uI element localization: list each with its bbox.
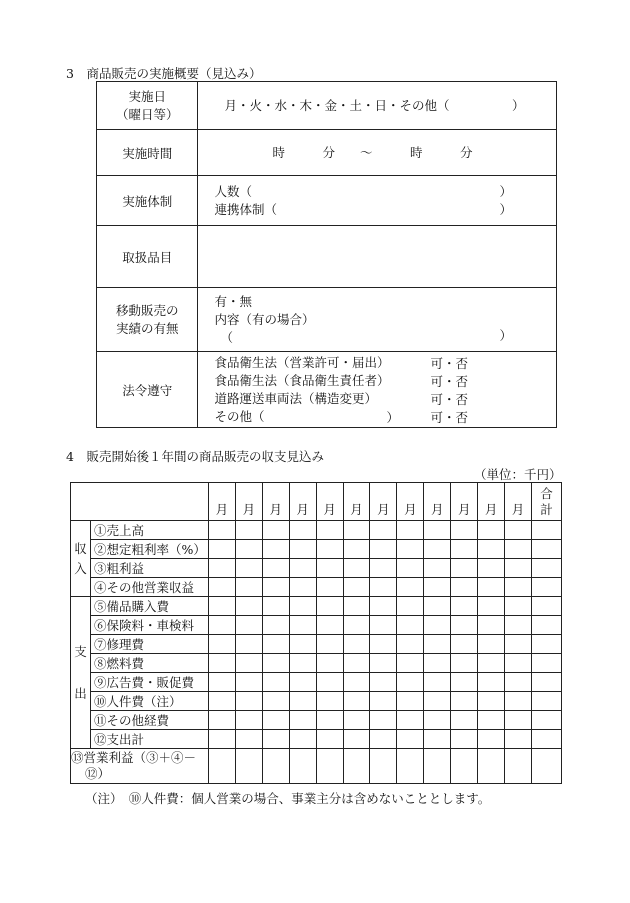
month-cell[interactable] — [289, 730, 316, 749]
month-cell[interactable] — [289, 540, 316, 559]
month-cell[interactable] — [424, 616, 451, 635]
month-cell[interactable] — [451, 730, 478, 749]
month-cell[interactable] — [397, 597, 424, 616]
overview-table — [96, 81, 557, 428]
month-cell[interactable] — [316, 578, 343, 597]
month-cell[interactable] — [505, 559, 532, 578]
value-date: 月・火・水・木・金・土・日・その他（ ） — [198, 82, 557, 130]
month-cell[interactable] — [370, 749, 397, 784]
month-cell[interactable] — [451, 711, 478, 730]
month-cell[interactable] — [316, 559, 343, 578]
month-header: 月 — [478, 483, 505, 521]
row-label: ⑧燃料費 — [90, 654, 208, 673]
month-cell[interactable] — [451, 654, 478, 673]
month-cell[interactable] — [262, 654, 289, 673]
value-law: 食品衛生法（営業許可・届出） 食品衛生法（食品衛生責任者） 道路運送車両法（構造変更） その他（ ） 可・否 可・否 可・否 可・否 — [198, 352, 557, 428]
month-cell[interactable] — [505, 597, 532, 616]
month-cell[interactable] — [289, 578, 316, 597]
month-cell[interactable] — [343, 616, 370, 635]
total-cell[interactable] — [532, 749, 562, 784]
month-header: 月 — [235, 483, 262, 521]
month-cell[interactable] — [478, 540, 505, 559]
row-label: ⑦修理費 — [90, 635, 208, 654]
law-option-2: 可・否 — [430, 374, 468, 389]
total-header: 合 計 — [532, 483, 562, 521]
month-cell[interactable] — [316, 673, 343, 692]
month-cell[interactable] — [397, 521, 424, 540]
month-cell[interactable] — [235, 730, 262, 749]
table-row — [71, 578, 562, 597]
total-cell[interactable] — [532, 711, 562, 730]
section3-heading: 3 商品販売の実施概要（見込み） — [66, 66, 262, 81]
month-cell[interactable] — [208, 749, 235, 784]
month-cell[interactable] — [451, 749, 478, 784]
month-cell[interactable] — [235, 673, 262, 692]
month-cell[interactable] — [289, 635, 316, 654]
month-cell[interactable] — [343, 692, 370, 711]
month-cell[interactable] — [397, 692, 424, 711]
month-cell[interactable] — [316, 616, 343, 635]
month-cell[interactable] — [451, 540, 478, 559]
table-row — [71, 711, 562, 730]
month-cell[interactable] — [424, 654, 451, 673]
month-cell[interactable] — [208, 673, 235, 692]
total-cell[interactable] — [532, 654, 562, 673]
month-cell[interactable] — [397, 578, 424, 597]
month-cell[interactable] — [235, 654, 262, 673]
month-cell[interactable] — [424, 559, 451, 578]
row-label: ⑪その他経費 — [90, 711, 208, 730]
month-cell[interactable] — [316, 635, 343, 654]
month-cell[interactable] — [316, 540, 343, 559]
total-cell[interactable] — [532, 540, 562, 559]
month-cell[interactable] — [343, 711, 370, 730]
month-cell[interactable] — [478, 616, 505, 635]
month-cell[interactable] — [370, 559, 397, 578]
month-cell[interactable] — [235, 616, 262, 635]
table-row — [71, 673, 562, 692]
month-cell[interactable] — [424, 673, 451, 692]
header-row — [71, 483, 562, 521]
profit-row — [71, 749, 562, 784]
month-cell[interactable] — [424, 578, 451, 597]
month-header: 月 — [208, 483, 235, 521]
total-cell[interactable] — [532, 521, 562, 540]
law-option-1: 可・否 — [430, 356, 468, 371]
close-paren: ） — [386, 410, 399, 425]
month-cell[interactable] — [505, 578, 532, 597]
month-header: 月 — [505, 483, 532, 521]
month-cell[interactable] — [343, 540, 370, 559]
month-cell[interactable] — [289, 711, 316, 730]
month-cell[interactable] — [397, 616, 424, 635]
month-cell[interactable] — [289, 521, 316, 540]
month-cell[interactable] — [370, 597, 397, 616]
month-cell[interactable] — [343, 654, 370, 673]
label-date: 実施日 （曜日等） — [97, 82, 198, 130]
month-cell[interactable] — [451, 597, 478, 616]
month-cell[interactable] — [370, 673, 397, 692]
month-cell[interactable] — [478, 578, 505, 597]
month-cell[interactable] — [262, 673, 289, 692]
month-cell[interactable] — [289, 559, 316, 578]
month-cell[interactable] — [478, 597, 505, 616]
month-cell[interactable] — [262, 597, 289, 616]
month-cell[interactable] — [505, 673, 532, 692]
month-cell[interactable] — [478, 635, 505, 654]
month-cell[interactable] — [451, 673, 478, 692]
month-cell[interactable] — [208, 730, 235, 749]
month-cell[interactable] — [343, 559, 370, 578]
label-time: 実施時間 — [97, 130, 198, 176]
row-label: ⑥保険料・車検料 — [90, 616, 208, 635]
month-cell[interactable] — [478, 692, 505, 711]
month-header: 月 — [370, 483, 397, 521]
month-cell[interactable] — [289, 654, 316, 673]
month-cell[interactable] — [262, 711, 289, 730]
month-cell[interactable] — [451, 521, 478, 540]
law-option-3: 可・否 — [430, 392, 468, 407]
month-cell[interactable] — [235, 692, 262, 711]
row-law — [97, 352, 557, 428]
total-cell[interactable] — [532, 559, 562, 578]
month-cell[interactable] — [424, 521, 451, 540]
month-cell[interactable] — [478, 654, 505, 673]
month-cell[interactable] — [316, 711, 343, 730]
total-cell[interactable] — [532, 635, 562, 654]
row-staff — [97, 176, 557, 226]
close-paren: ） — [499, 184, 512, 199]
unit-label: （単位：千円） — [474, 467, 562, 482]
month-cell[interactable] — [397, 635, 424, 654]
month-cell[interactable] — [370, 654, 397, 673]
month-cell[interactable] — [451, 692, 478, 711]
table-row — [71, 521, 562, 540]
month-header: 月 — [262, 483, 289, 521]
month-cell[interactable] — [370, 540, 397, 559]
month-cell[interactable] — [343, 597, 370, 616]
table-row — [71, 597, 562, 616]
month-cell[interactable] — [208, 616, 235, 635]
month-cell[interactable] — [262, 578, 289, 597]
month-cell[interactable] — [343, 730, 370, 749]
month-cell[interactable] — [316, 730, 343, 749]
value-staff: 人数（ 連携体制（ ） ） — [198, 176, 557, 226]
month-cell[interactable] — [424, 597, 451, 616]
month-cell[interactable] — [478, 673, 505, 692]
month-cell[interactable] — [397, 559, 424, 578]
table-row — [71, 654, 562, 673]
month-cell[interactable] — [505, 521, 532, 540]
month-cell[interactable] — [208, 540, 235, 559]
row-label: ⑩人件費（注） — [90, 692, 208, 711]
total-cell[interactable] — [532, 730, 562, 749]
month-cell[interactable] — [451, 635, 478, 654]
month-cell[interactable] — [505, 635, 532, 654]
month-cell[interactable] — [505, 654, 532, 673]
month-cell[interactable] — [289, 749, 316, 784]
month-cell[interactable] — [424, 749, 451, 784]
row-record — [97, 288, 557, 352]
month-cell[interactable] — [316, 654, 343, 673]
total-cell[interactable] — [532, 673, 562, 692]
month-cell[interactable] — [343, 749, 370, 784]
month-cell[interactable] — [316, 692, 343, 711]
month-cell[interactable] — [370, 692, 397, 711]
month-cell[interactable] — [262, 692, 289, 711]
row-label: ⑤備品購入費 — [90, 597, 208, 616]
month-cell[interactable] — [289, 616, 316, 635]
row-label: ④その他営業収益 — [90, 578, 208, 597]
month-cell[interactable] — [262, 635, 289, 654]
month-cell[interactable] — [289, 597, 316, 616]
month-cell[interactable] — [235, 749, 262, 784]
month-cell[interactable] — [370, 616, 397, 635]
table-row — [71, 616, 562, 635]
month-cell[interactable] — [343, 673, 370, 692]
month-cell[interactable] — [451, 578, 478, 597]
month-cell[interactable] — [370, 578, 397, 597]
month-cell[interactable] — [397, 654, 424, 673]
row-label: ①売上高 — [90, 521, 208, 540]
month-cell[interactable] — [343, 578, 370, 597]
month-cell[interactable] — [370, 711, 397, 730]
table-row — [71, 559, 562, 578]
month-cell[interactable] — [478, 521, 505, 540]
month-cell[interactable] — [262, 616, 289, 635]
month-header: 月 — [424, 483, 451, 521]
month-cell[interactable] — [262, 730, 289, 749]
month-cell[interactable] — [397, 711, 424, 730]
month-cell[interactable] — [262, 540, 289, 559]
month-cell[interactable] — [235, 711, 262, 730]
month-cell[interactable] — [505, 711, 532, 730]
month-cell[interactable] — [424, 730, 451, 749]
label-staff: 実施体制 — [97, 176, 198, 226]
month-cell[interactable] — [478, 559, 505, 578]
row-label: ②想定粗利率（%） — [90, 540, 208, 559]
table-row — [71, 730, 562, 749]
footnote: （注） ⑩人件費：個人営業の場合、事業主分は含めないこととします。 — [85, 791, 491, 806]
table-row — [71, 635, 562, 654]
label-items: 取扱品目 — [97, 226, 198, 288]
total-cell[interactable] — [532, 597, 562, 616]
month-cell[interactable] — [424, 692, 451, 711]
row-time — [97, 130, 557, 176]
total-cell[interactable] — [532, 692, 562, 711]
row-date — [97, 82, 557, 130]
row-label: ⑫支出計 — [90, 730, 208, 749]
month-cell[interactable] — [289, 673, 316, 692]
income-category: 収 入 — [71, 521, 91, 597]
month-cell[interactable] — [235, 578, 262, 597]
month-cell[interactable] — [262, 559, 289, 578]
profit-label: ⑬営業利益（③＋④－ ⑫） — [71, 749, 209, 784]
month-header: 月 — [316, 483, 343, 521]
label-record: 移動販売の 実績の有無 — [97, 288, 198, 352]
close-paren: ） — [499, 328, 512, 343]
month-cell[interactable] — [208, 635, 235, 654]
month-cell[interactable] — [262, 749, 289, 784]
month-cell[interactable] — [424, 635, 451, 654]
month-header: 月 — [289, 483, 316, 521]
value-items — [198, 226, 557, 288]
month-cell[interactable] — [208, 521, 235, 540]
month-cell[interactable] — [424, 711, 451, 730]
month-cell[interactable] — [505, 692, 532, 711]
month-header: 月 — [451, 483, 478, 521]
close-paren: ） — [499, 202, 512, 217]
month-cell[interactable] — [397, 673, 424, 692]
month-cell[interactable] — [370, 635, 397, 654]
total-cell[interactable] — [532, 616, 562, 635]
law-option-4: 可・否 — [430, 410, 468, 425]
month-cell[interactable] — [505, 730, 532, 749]
month-cell[interactable] — [505, 540, 532, 559]
month-cell[interactable] — [316, 597, 343, 616]
month-cell[interactable] — [397, 749, 424, 784]
month-cell[interactable] — [208, 692, 235, 711]
month-cell[interactable] — [235, 521, 262, 540]
value-record: 有・無 内容（有の場合） （ ） — [198, 288, 557, 352]
label-law: 法令遵守 — [97, 352, 198, 428]
month-cell[interactable] — [235, 559, 262, 578]
row-label: ③粗利益 — [90, 559, 208, 578]
month-cell[interactable] — [370, 521, 397, 540]
month-cell[interactable] — [208, 559, 235, 578]
month-cell[interactable] — [397, 540, 424, 559]
month-cell[interactable] — [235, 597, 262, 616]
month-header: 月 — [343, 483, 370, 521]
row-label: ⑨広告費・販促費 — [90, 673, 208, 692]
header-blank — [71, 483, 209, 521]
table-row — [71, 692, 562, 711]
value-time: 時 分 ～ 時 分 — [198, 130, 557, 176]
total-cell[interactable] — [532, 578, 562, 597]
month-cell[interactable] — [370, 730, 397, 749]
month-cell[interactable] — [208, 711, 235, 730]
month-cell[interactable] — [289, 692, 316, 711]
month-cell[interactable] — [262, 521, 289, 540]
month-cell[interactable] — [316, 521, 343, 540]
month-cell[interactable] — [451, 616, 478, 635]
month-cell[interactable] — [235, 635, 262, 654]
month-cell[interactable] — [343, 635, 370, 654]
month-cell[interactable] — [451, 559, 478, 578]
month-cell[interactable] — [505, 616, 532, 635]
month-cell[interactable] — [235, 540, 262, 559]
month-cell[interactable] — [397, 730, 424, 749]
month-cell[interactable] — [505, 749, 532, 784]
month-cell[interactable] — [478, 749, 505, 784]
month-cell[interactable] — [208, 597, 235, 616]
month-cell[interactable] — [478, 711, 505, 730]
row-items — [97, 226, 557, 288]
table-row — [71, 540, 562, 559]
month-cell[interactable] — [316, 749, 343, 784]
month-cell[interactable] — [478, 730, 505, 749]
month-header: 月 — [397, 483, 424, 521]
month-cell[interactable] — [208, 654, 235, 673]
month-cell[interactable] — [343, 521, 370, 540]
expense-category: 支 出 — [71, 597, 91, 749]
budget-table — [70, 482, 562, 784]
month-cell[interactable] — [424, 540, 451, 559]
section4-heading: 4 販売開始後１年間の商品販売の収支見込み — [66, 449, 324, 464]
month-cell[interactable] — [208, 578, 235, 597]
